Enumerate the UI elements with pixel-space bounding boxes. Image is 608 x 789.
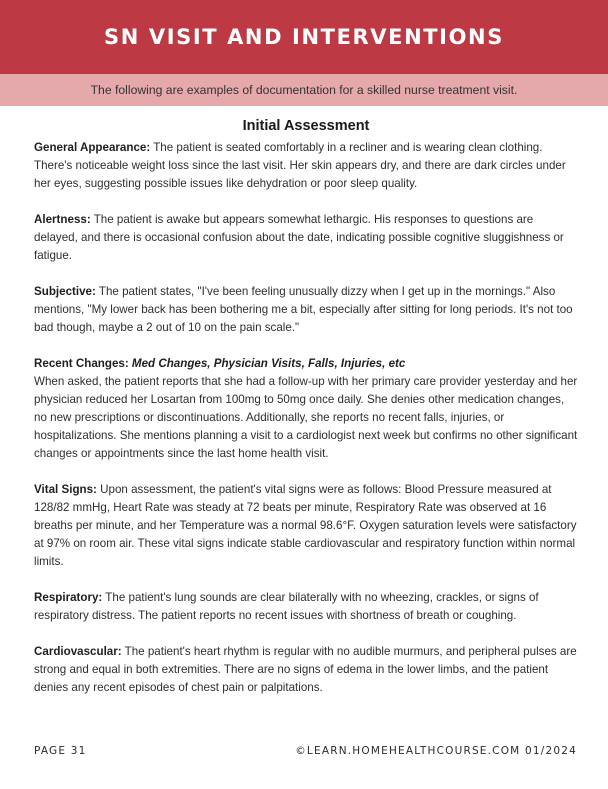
paragraph-text: The patient's heart rhythm is regular with no audible murmurs, and peripheral pulses are strong and equal in both extremities. There are no signs of edema in the lower limbs, and the patient denies any recent episodes of chest pain or palpitations. xyxy=(34,645,577,694)
section-title: Initial Assessment xyxy=(242,118,370,134)
paragraph-respiratory xyxy=(34,589,578,625)
paragraph-label: General Appearance: xyxy=(34,141,151,154)
page-header-banner xyxy=(0,0,608,74)
page-subtitle: The following are examples of documentation for a skilled nurse treatment visit. xyxy=(90,83,518,97)
paragraph-text: The patient is seated comfortably in a recliner and is wearing clean clothing. There's noticeable weight loss since the last visit. Her skin appears dry, and there are dark circles under her eyes, suggesting possible issues like dehydration or poor sleep quality. xyxy=(34,141,566,190)
paragraph-cardiovascular xyxy=(34,643,578,697)
page-title: SN VISIT AND INTERVENTIONS xyxy=(104,25,504,49)
paragraph-general-appearance xyxy=(34,139,578,193)
paragraph-text: When asked, the patient reports that she had a follow-up with her primary care provider yesterday and her physician reduced her Losartan from 100mg to 50mg once daily. She denies other medication changes, no new prescriptions or discontinuations. Additionally, she reports no recent falls, injuries, or hospitalizations. She mentions planning a visit to a cardiologist next week but confirms no other significant changes or appointments since the last home health visit. xyxy=(34,375,578,460)
paragraph-text: The patient's lung sounds are clear bilaterally with no wheezing, crackles, or signs of respiratory distress. The patient reports no recent issues with shortness of breath or coughing. xyxy=(34,591,539,622)
paragraph-subjective xyxy=(34,283,578,337)
paragraph-sublabel: Med Changes, Physician Visits, Falls, Injuries, etc xyxy=(128,357,406,370)
paragraph-label: Alertness: xyxy=(34,213,91,226)
paragraph-label: Recent Changes: xyxy=(34,357,129,370)
paragraph-text: The patient states, "I've been feeling unusually dizzy when I get up in the mornings." Also mentions, "My lower back has been bothering me a bit, especially after sitting for long periods. It's not too bad though, maybe a 2 out of 10 on the pain scale." xyxy=(34,285,573,334)
paragraph-vital-signs xyxy=(34,481,578,571)
copyright-notice: ©LEARN.HOMEHEALTHCOURSE.COM 01/2024 xyxy=(295,745,577,757)
paragraph-text: The patient is awake but appears somewhat lethargic. His responses to questions are delayed, and there is occasional confusion about the date, indicating possible cognitive sluggishness or fatigue. xyxy=(34,213,564,262)
paragraph-label: Subjective: xyxy=(34,285,96,298)
page-subtitle-bar xyxy=(0,74,608,106)
paragraph-recent-changes xyxy=(34,355,578,463)
paragraph-label: Vital Signs: xyxy=(34,483,97,496)
paragraph-label: Respiratory: xyxy=(34,591,103,604)
page-number: PAGE 31 xyxy=(34,745,87,757)
paragraph-alertness xyxy=(34,211,578,265)
paragraph-text: Upon assessment, the patient's vital signs were as follows: Blood Pressure measured at 128/82 mmHg, Heart Rate was steady at 72 beats per minute, Respiratory Rate was observed at 16 breaths per minute, and her Temperature was a normal 98.6°F. Oxygen saturation levels were satisfactory at 97% on room air. These vital signs indicate stable cardiovascular and respiratory function within normal limits. xyxy=(34,483,577,568)
paragraph-label: Cardiovascular: xyxy=(34,645,122,658)
document-body xyxy=(34,118,578,715)
